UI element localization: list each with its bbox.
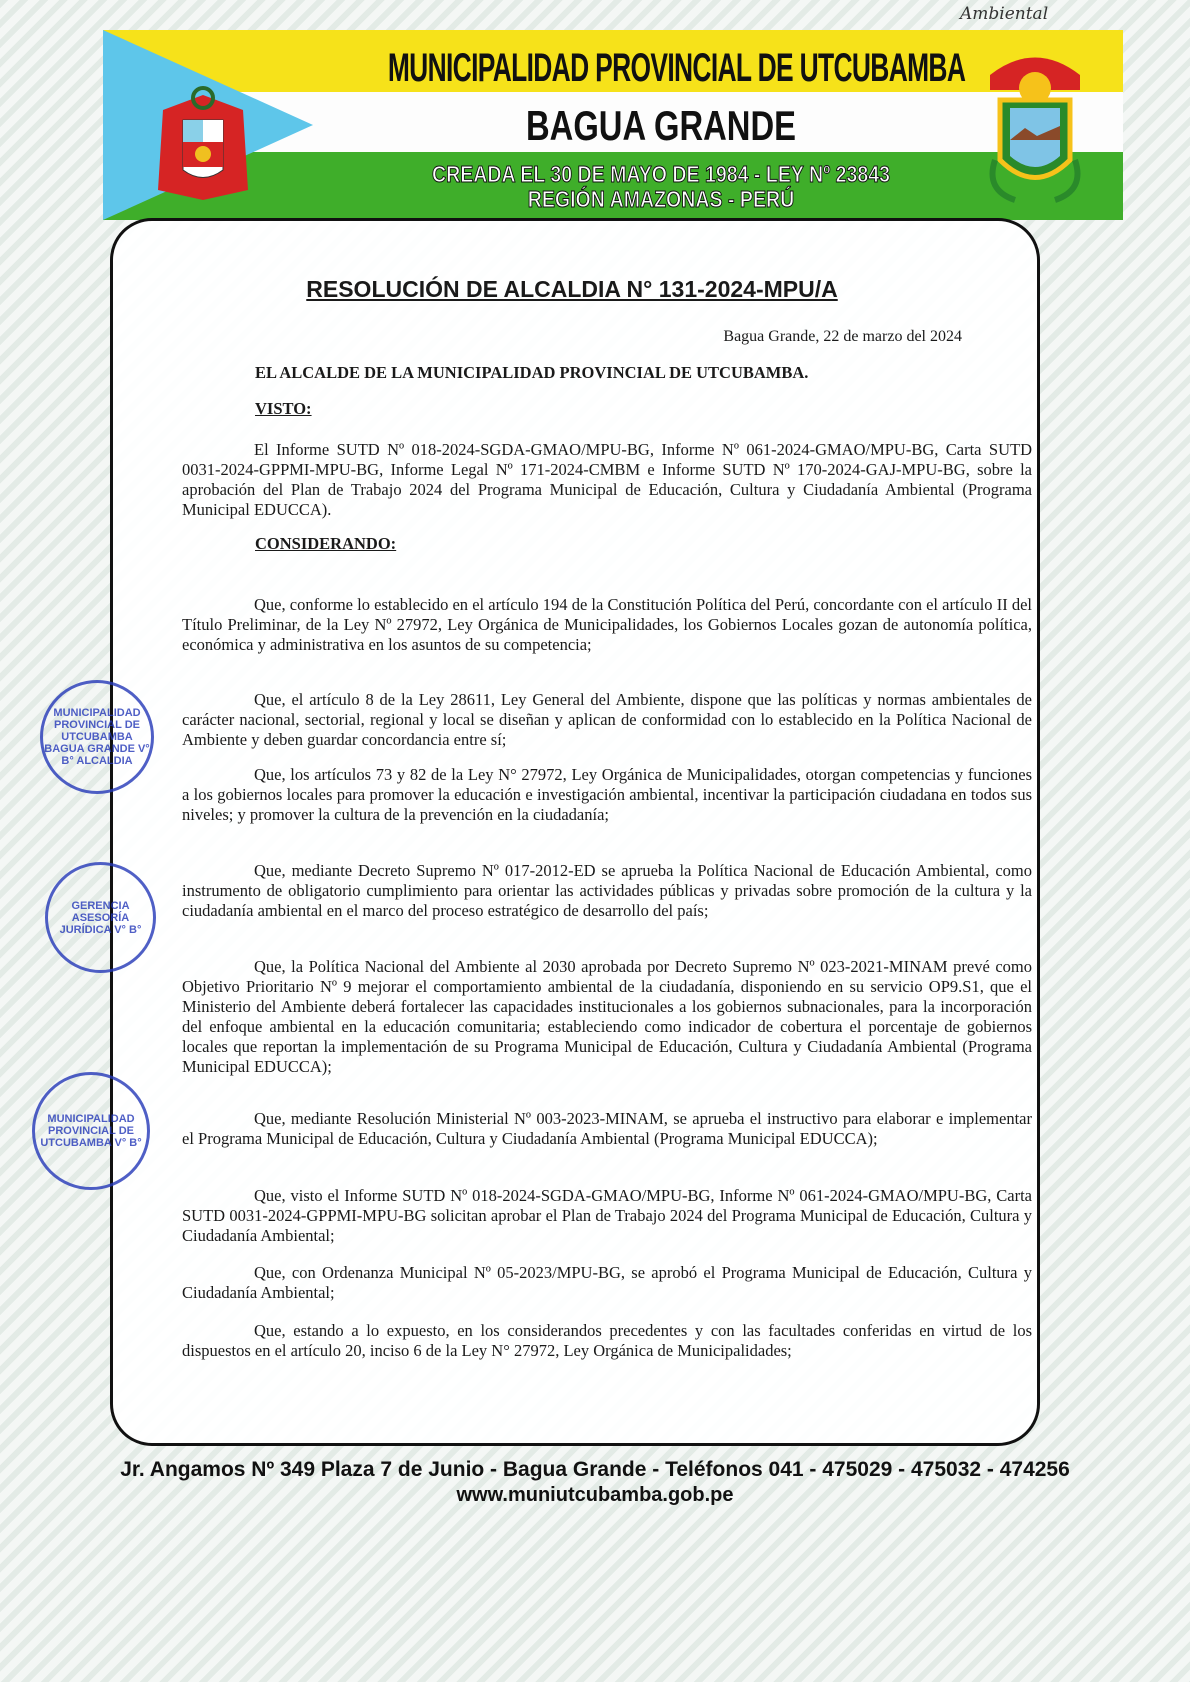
region-line: REGIÓN AMAZONAS - PERÚ — [527, 186, 795, 212]
issuer-line: EL ALCALDE DE LA MUNICIPALIDAD PROVINCIAL DE UTCUBAMBA. — [255, 363, 809, 383]
considerando-paragraph: Que, estando a lo expuesto, en los considerandos precedentes y con las facultades conferidas en virtud de los dispuestos en el artículo 20, inciso 6 de la Ley N° 27972, Ley Orgánica de Municipalidades; — [182, 1320, 1032, 1360]
visto-heading: VISTO: — [255, 398, 312, 418]
creation-line: CREADA EL 30 DE MAYO DE 1984 - LEY Nº 23843 — [431, 161, 891, 187]
handwritten-note: Ambiental — [960, 4, 1049, 24]
considerando-paragraph: Que, con Ordenanza Municipal Nº 05-2023/MPU-BG, se aprobó el Programa Municipal de Educación, Cultura y Ciudadanía Ambiental; — [182, 1262, 1032, 1302]
resolution-title: RESOLUCIÓN DE ALCALDIA N° 131-2024-MPU/A — [306, 275, 838, 302]
utcubamba-shield-icon — [975, 40, 1095, 210]
creation-info — [330, 162, 993, 212]
letterhead-banner — [103, 30, 1123, 220]
considerando-paragraph: Que, la Política Nacional del Ambiente al 2030 aprobada por Decreto Supremo Nº 023-2021-MINAM prevé como Objetivo Prioritario Nº 9 mejorar el comportamiento ambiental de la ciudadanía, disponiendo en su servicio OP9.S1, que el Ministerio del Ambiente deberá fortalecer las capacidades institucionales a los gobiernos subnacionales, para la incorporación del enfoque ambiental en la educación comunitaria; estableciendo como indicador de cobertura el porcentaje de gobiernos locales que reportan la implementación de su Programa Municipal de Educación, Cultura y Ciudadanía Ambiental (Programa Municipal EDUCCA); — [182, 957, 1032, 1077]
municipality-stamp: MUNICIPALIDAD PROVINCIAL DE UTCUBAMBA V° B° — [32, 1072, 150, 1190]
document-date: Bagua Grande, 22 de marzo del 2024 — [723, 328, 962, 346]
considerando-heading: CONSIDERANDO: — [255, 534, 397, 554]
content-frame — [110, 218, 1040, 1446]
considerando-paragraph: Que, los artículos 73 y 82 de la Ley N° 27972, Ley Orgánica de Municipalidades, otorgan competencias y funciones a los gobiernos locales para promover la educación e investigación ambiental, incentivar la participación ciudadana en todos sus niveles; y promover la cultura de la prevención en la ciudadanía; — [182, 765, 1032, 825]
footer-address: Jr. Angamos Nº 349 Plaza 7 de Junio - Bagua Grande - Teléfonos 041 - 475029 - 475032 - 474256 — [120, 1457, 1070, 1481]
legal-advisory-stamp: GERENCIA ASESORÍA JURÍDICA V° B° — [45, 862, 156, 973]
considerando-paragraph: Que, mediante Resolución Ministerial Nº 003-2023-MINAM, se aprueba el instructivo para elaborar e implementar el Programa Municipal de Educación, Cultura y Ciudadanía Ambiental (Programa Municipal EDUCCA); — [182, 1109, 1032, 1149]
municipality-title: MUNICIPALIDAD PROVINCIAL DE UTCUBAMBA — [387, 46, 966, 90]
footer-website[interactable]: www.muniutcubamba.gob.pe — [456, 1483, 734, 1506]
considerando-paragraph: Que, el artículo 8 de la Ley 28611, Ley General del Ambiente, dispone que las políticas y normas ambientales de carácter nacional, sectorial, regional y local se diseñan y aplican de conformidad con lo establecido en la Política Nacional de Ambiente y deben guardar concordancia entre sí; — [182, 689, 1032, 749]
considerando-paragraph: Que, mediante Decreto Supremo Nº 017-2012-ED se aprueba la Política Nacional de Educación Ambiental, como instrumento de obligatorio cumplimiento para orientar las actividades públicas y privadas sobre promoción de la cultura y la ciudadanía ambiental en el marco del proceso estratégico de desarrollo del país; — [182, 861, 1032, 921]
considerando-paragraph: Que, conforme lo establecido en el artículo 194 de la Constitución Política del Perú, concordante con el artículo II del Título Preliminar, de la Ley Nº 27972, Ley Orgánica de Municipalidades, los Gobiernos Locales gozan de autonomía política, económica y administrativa en los asuntos de su competencia; — [182, 594, 1032, 654]
city-title: BAGUA GRANDE — [526, 102, 796, 149]
peru-coat-of-arms-icon — [143, 50, 263, 210]
considerando-paragraph: Que, visto el Informe SUTD Nº 018-2024-SGDA-GMAO/MPU-BG, Informe Nº 061-2024-GMAO/MPU-BG, Carta SUTD 0031-2024-GPPMI-MPU-BG solicitan aprobar el Plan de Trabajo 2024 del Programa Municipal de Educación, Cultura y Ciudadanía Ambiental; — [182, 1185, 1032, 1245]
visto-paragraph: El Informe SUTD Nº 018-2024-SGDA-GMAO/MPU-BG, Informe Nº 061-2024-GMAO/MPU-BG, Carta SUTD 0031-2024-GPPMI-MPU-BG, Informe Legal Nº 171-2024-CMBM e Informe SUTD Nº 170-2024-GAJ-MPU-BG, sobre la aprobación del Plan de Trabajo 2024 del Programa Municipal de Educación, Cultura y Ciudadanía Ambiental (Programa Municipal EDUCCA). — [182, 439, 1032, 519]
alcaldia-stamp: MUNICIPALIDAD PROVINCIAL DE UTCUBAMBA BAGUA GRANDE V° B° ALCALDIA — [40, 680, 154, 794]
